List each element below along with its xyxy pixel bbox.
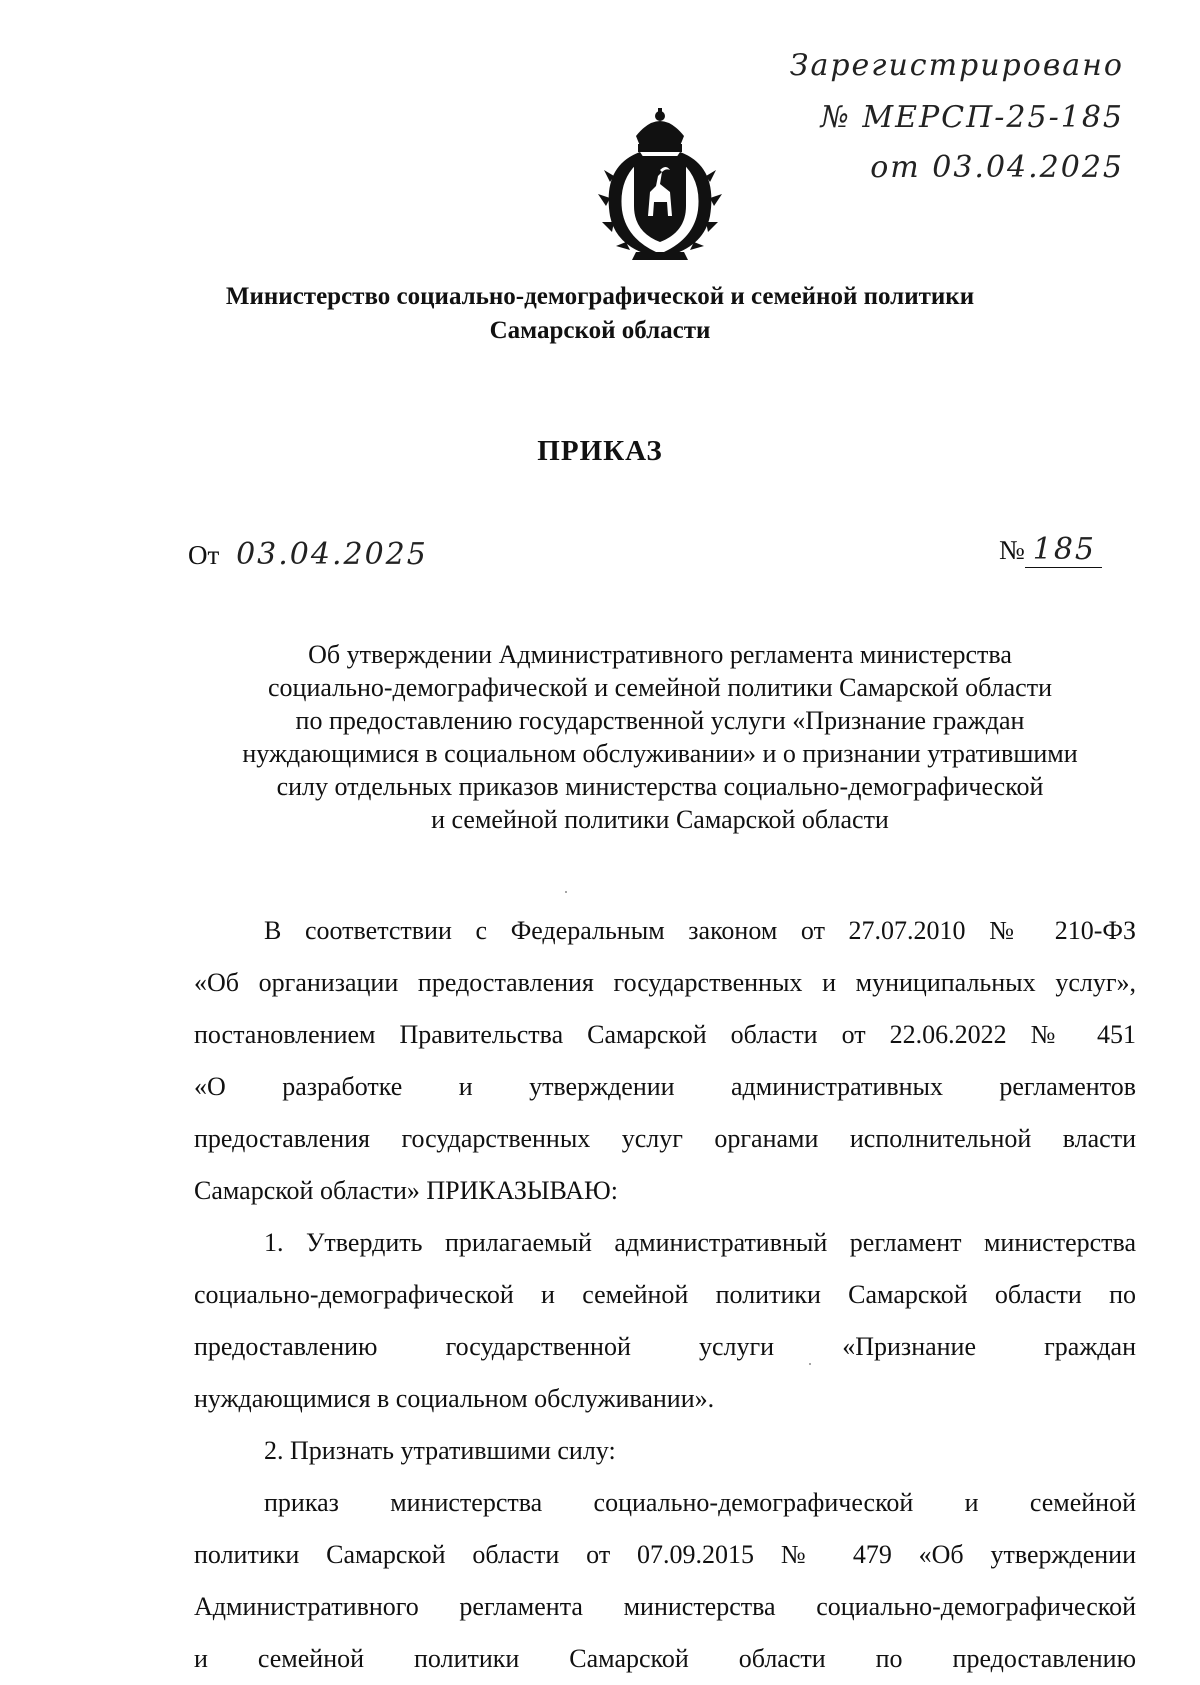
scan-artifact [565, 891, 567, 893]
subject-line: социально-демографической и семейной политики Самарской области [268, 673, 1052, 702]
order-date [188, 537, 428, 572]
registration-note-line1: Зарегистрировано [789, 48, 1124, 83]
body-line: приказ министерства социально-демографической и семейной [264, 1488, 1136, 1517]
subject-line: Об утверждении Административного регламента министерства [308, 640, 1012, 669]
body-line: «Об организации предоставления государственных и муниципальных услуг», [194, 968, 1136, 997]
scan-artifact [809, 1363, 811, 1365]
body-line: социально-демографической и семейной политики Самарской области по [194, 1280, 1136, 1309]
body-line: нуждающимися в социальном обслуживании». [194, 1384, 715, 1413]
body-line: Административного регламента министерства социально-демографической [194, 1592, 1136, 1621]
body-line: и семейной политики Самарской области по предоставлению [194, 1644, 1136, 1673]
body-line: «О разработке и утверждении административных регламентов [194, 1072, 1136, 1101]
number-prefix: № [998, 535, 1025, 565]
body-line: В соответствии с Федеральным законом от 27.07.2010 № 210-ФЗ [264, 916, 1136, 945]
samara-region-coat-of-arms-icon [596, 106, 724, 262]
subject-line: по предоставлению государственной услуги «Признание граждан [295, 706, 1025, 735]
body-line: предоставления государственных услуг органами исполнительной власти [194, 1124, 1136, 1153]
date-value: 03.04.2025 [236, 537, 428, 572]
number-value: 185 [1025, 532, 1102, 568]
body-line: постановлением Правительства Самарской области от 22.06.2022 № 451 [194, 1020, 1136, 1049]
body-line: Самарской области» ПРИКАЗЫВАЮ: [194, 1176, 618, 1205]
order-body [194, 905, 1136, 1685]
order-subject [180, 638, 1140, 836]
subject-line: силу отдельных приказов министерства социально-демографической [276, 772, 1044, 801]
body-line: политики Самарской области от 07.09.2015 № 479 «Об утверждении [194, 1540, 1136, 1569]
ministry-name-line2: Самарской области [489, 317, 711, 344]
registration-note-line3: от 03.04.2025 [870, 150, 1124, 185]
subject-line: нуждающимися в социальном обслуживании» и о признании утратившими [242, 739, 1078, 768]
order-number [999, 532, 1102, 568]
body-line: 2. Признать утратившими силу: [264, 1436, 616, 1465]
document-type-title: ПРИКАЗ [537, 435, 663, 467]
ministry-name-line1: Министерство социально-демографической и семейной политики [225, 283, 975, 310]
body-line: 1. Утвердить прилагаемый административный регламент министерства [264, 1228, 1136, 1257]
date-prefix: От [188, 540, 220, 570]
body-line: предоставлению государственной услуги «Признание граждан [194, 1332, 1136, 1361]
subject-line: и семейной политики Самарской области [431, 805, 889, 834]
registration-note-line2: № МЕРСП-25-185 [820, 100, 1124, 135]
